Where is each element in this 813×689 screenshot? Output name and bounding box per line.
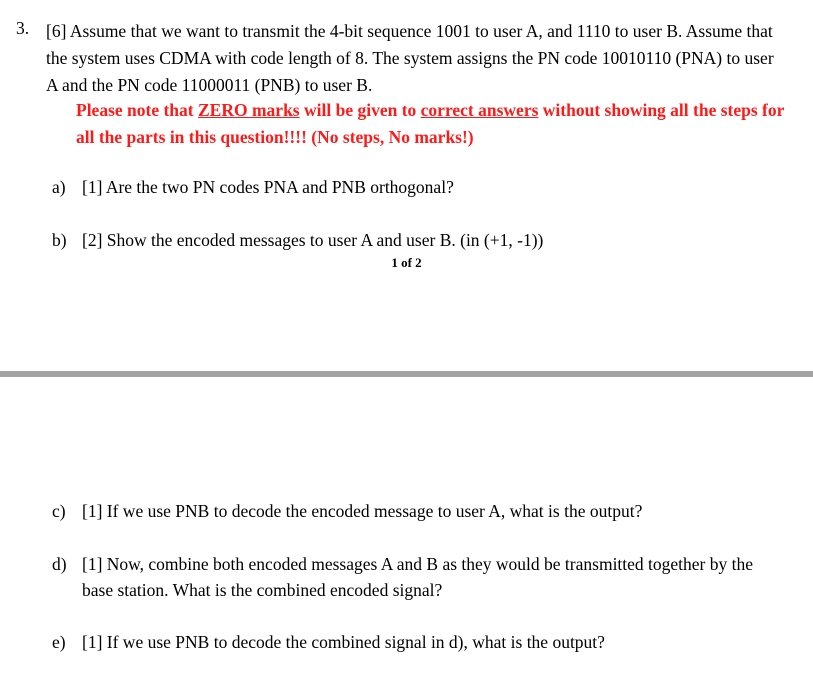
page-divider xyxy=(0,366,813,380)
part-c xyxy=(52,498,792,524)
part-e-label: e) xyxy=(52,632,66,652)
warning-correct-answers: correct answers xyxy=(420,100,539,120)
part-a xyxy=(52,174,792,200)
page-divider-bar xyxy=(0,371,813,377)
part-d-label: d) xyxy=(52,554,67,574)
part-d xyxy=(52,551,792,603)
part-c-label: c) xyxy=(52,501,66,521)
question-number: 3. xyxy=(16,18,30,38)
warning-prefix: Please note that xyxy=(76,100,198,120)
warning-suffix: without showing all the steps for all the parts in this question!!!! (No steps, No marks!) xyxy=(76,100,785,147)
part-b xyxy=(52,227,792,253)
question-intro-text: [6] Assume that we want to transmit the 4-bit sequence 1001 to user A, and 1110 to user B. Assume that the system uses CDMA with code length of 8. The system assigns the PN code 10010110 (PNA) to user A and the PN code 11000011 (PNB) to user B. xyxy=(46,21,774,95)
part-d-text: [1] Now, combine both encoded messages A and B as they would be transmitted together by the base station. What is the combined encoded signal? xyxy=(82,554,754,600)
part-e xyxy=(52,629,792,655)
part-b-text: [2] Show the encoded messages to user A and user B. (in (+1, -1)) xyxy=(82,230,544,250)
part-a-text: [1] Are the two PN codes PNA and PNB orthogonal? xyxy=(82,177,454,197)
warning-zero-marks: ZERO marks xyxy=(198,100,300,120)
question-intro xyxy=(46,18,786,99)
part-b-label: b) xyxy=(52,230,67,250)
page-indicator: 1 of 2 xyxy=(391,255,422,270)
part-c-text: [1] If we use PNB to decode the encoded message to user A, what is the output? xyxy=(82,501,643,521)
marking-warning xyxy=(76,97,786,151)
warning-middle: will be given to xyxy=(299,100,421,120)
page-2 xyxy=(0,380,813,689)
part-a-label: a) xyxy=(52,177,66,197)
part-e-text: [1] If we use PNB to decode the combined signal in d), what is the output? xyxy=(82,632,605,652)
